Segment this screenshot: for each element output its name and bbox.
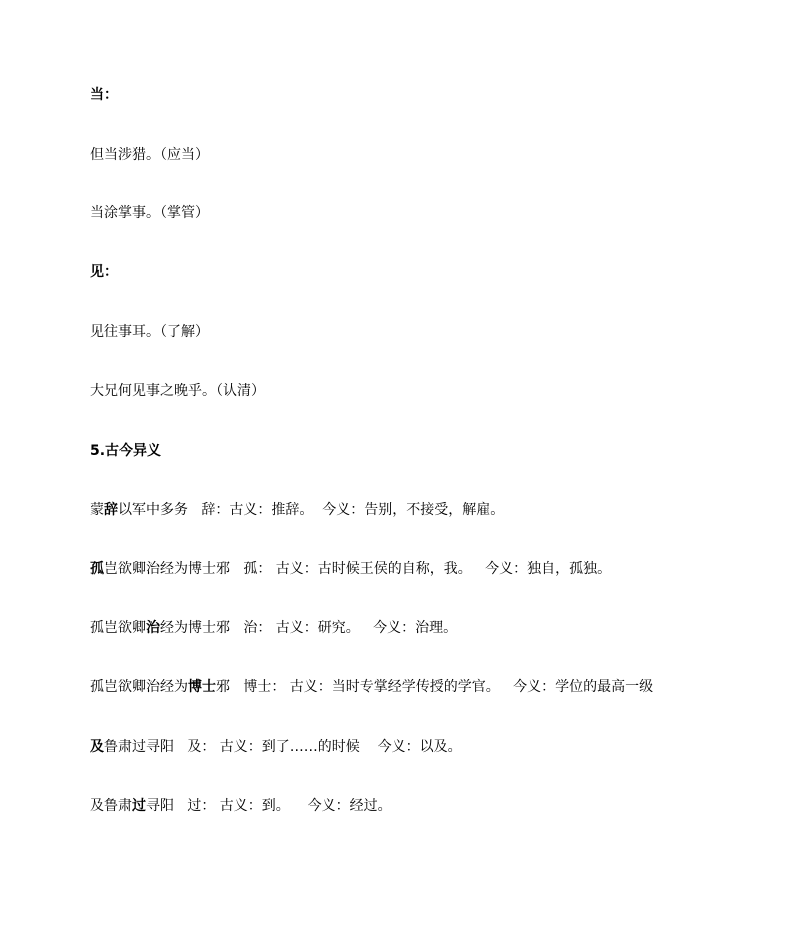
text: 蒙 [90, 502, 104, 518]
bold-text: 博士 [188, 679, 216, 695]
bold-text: 5.古今异义 [90, 443, 162, 459]
text: 当涂掌事。（掌管） [90, 205, 209, 221]
paragraph [90, 560, 611, 578]
text: 鲁肃过寻阳 及： 古义：到了……的时候 今义：以及。 [104, 739, 462, 755]
text: 孤岂欲卿 [90, 620, 146, 636]
text: 及鲁肃 [90, 798, 132, 814]
paragraph [90, 678, 653, 696]
bold-text: 及 [90, 739, 104, 755]
paragraph [90, 797, 392, 815]
text: 见往事耳。（了解） [90, 324, 209, 340]
bold-text: 见： [90, 264, 118, 280]
paragraph [90, 501, 504, 519]
bold-text: 当： [90, 87, 118, 103]
text: 岂欲卿治经为博士邪 孤： 古义：古时候王侯的自称，我。 今义：独自，孤独。 [104, 561, 612, 577]
paragraph [90, 738, 462, 756]
paragraph [90, 204, 209, 222]
text: 邪 博士： 古义：当时专掌经学传授的学官。 今义：学位的最高一级 [216, 679, 654, 695]
paragraph [90, 86, 118, 104]
text: 经为博士邪 治： 古义：研究。 今义：治理。 [160, 620, 458, 636]
bold-text: 治 [146, 620, 160, 636]
text: 以军中多务 辞：古义：推辞。 今义：告别，不接受，解雇。 [118, 502, 505, 518]
bold-text: 过 [132, 798, 146, 814]
paragraph [90, 619, 457, 637]
paragraph [90, 323, 209, 341]
text: 寻阳 过： 古义：到。 今义：经过。 [146, 798, 392, 814]
text: 但当涉猎。（应当） [90, 147, 209, 163]
paragraph [90, 263, 118, 281]
text: 孤岂欲卿治经为 [90, 679, 188, 695]
text: 大兄何见事之晚乎。（认清） [90, 383, 265, 399]
paragraph [90, 146, 209, 164]
bold-text: 辞 [104, 502, 118, 518]
paragraph [90, 382, 265, 400]
bold-text: 孤 [90, 561, 104, 577]
paragraph [90, 442, 161, 460]
